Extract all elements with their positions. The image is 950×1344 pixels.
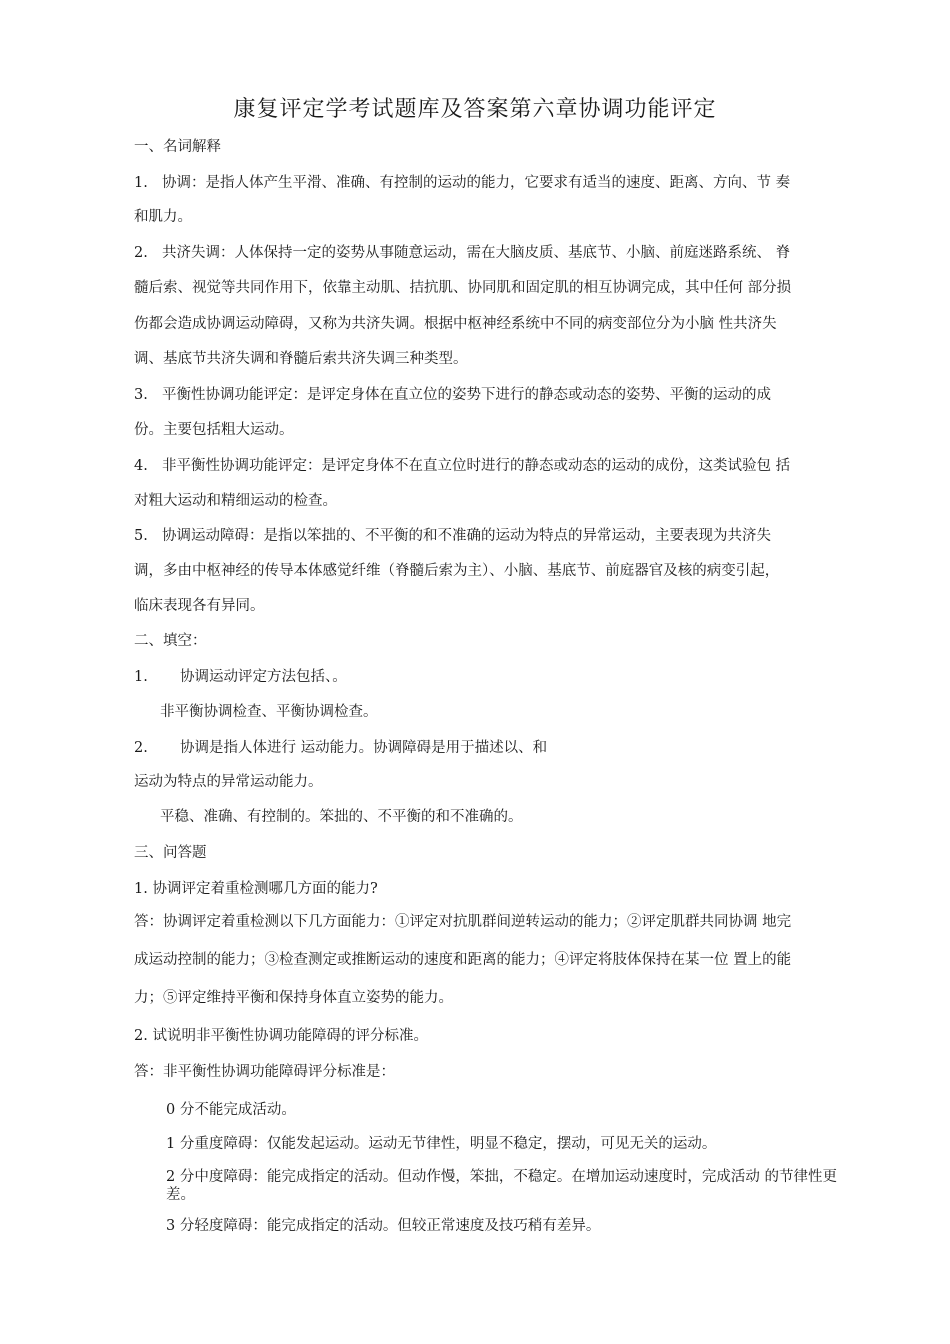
- score-item-2: 2 分中度障碍：能完成指定的活动。但动作慢，笨拙，不稳定。在增加运动速度时，完成活动 的节律性更差。: [166, 1169, 837, 1203]
- fill-in-question-1: [134, 667, 864, 687]
- qa-question-2: 2. 试说明非平衡性协调功能障碍的评分标准。: [134, 1028, 428, 1044]
- definition-item-4: [134, 456, 864, 476]
- qa-answer-1-line: 成运动控制的能力；③检查测定或推断运动的速度和距离的能力；④评定将肢体保持在某一位 置上的能: [134, 952, 792, 968]
- definition-text: 协调运动障碍：是指以笨拙的、不平衡的和不准确的运动为特点的异常运动，主要表现为共济失: [162, 528, 771, 544]
- definition-text: 协调：是指人体产生平滑、准确、有控制的运动的能力，它要求有适当的速度、距离、方向、节 奏: [162, 175, 791, 191]
- question-text: 协调运动评定方法包括、。: [180, 669, 347, 685]
- definition-item-5: [134, 526, 864, 546]
- item-number: 2.: [134, 740, 148, 756]
- definition-text-continued: 份。主要包括粗大运动。: [134, 422, 294, 438]
- definition-text: 平衡性协调功能评定：是评定身体在直立位的姿势下进行的静态或动态的姿势、平衡的运动的成: [162, 387, 771, 403]
- fill-in-question-2: [134, 738, 864, 758]
- definition-text-continued: 伤都会造成协调运动障碍，又称为共济失调。根据中枢神经系统中不同的病变部位分为小脑 性共济失: [134, 316, 777, 332]
- section-heading-definitions: 一、名词解释: [134, 139, 221, 155]
- qa-answer-1-line: 力；⑤评定维持平衡和保持身体直立姿势的能力。: [134, 990, 453, 1006]
- definition-text: 共济失调：人体保持一定的姿势从事随意运动，需在大脑皮质、基底节、小脑、前庭迷路系统、 脊: [162, 245, 791, 261]
- item-number: 3.: [134, 387, 148, 403]
- qa-question-1: 1. 协调评定着重检测哪几方面的能力?: [134, 881, 378, 897]
- definition-text-continued: 临床表现各有异同。: [134, 598, 265, 614]
- definition-text: 非平衡性协调功能评定：是评定身体不在直立位时进行的静态或动态的运动的成份，这类试验包 括: [162, 458, 791, 474]
- definition-item-3: [134, 385, 864, 405]
- fill-in-question-2-continued: 运动为特点的异常运动能力。: [134, 774, 323, 790]
- question-text: 协调是指人体进行 运动能力。协调障碍是用于描述以、和: [180, 740, 548, 756]
- definition-text-continued: 对粗大运动和精细运动的检查。: [134, 493, 337, 509]
- definition-item-1: [134, 173, 864, 193]
- score-item-3: 3 分轻度障碍：能完成指定的活动。但较正常速度及技巧稍有差异。: [166, 1218, 601, 1234]
- item-number: 2.: [134, 245, 148, 261]
- fill-in-answer-1: 非平衡协调检查、平衡协调检查。: [160, 704, 378, 720]
- definition-text-continued: 髓后索、视觉等共同作用下，依靠主动肌、拮抗肌、协同肌和固定肌的相互协调完成，其中任何 部分损: [134, 280, 792, 296]
- qa-answer-2-intro: 答：非平衡性协调功能障碍评分标准是：: [134, 1064, 395, 1080]
- item-number: 5.: [134, 528, 148, 544]
- definition-text-continued: 和肌力。: [134, 209, 192, 225]
- item-number: 1.: [134, 669, 148, 685]
- item-number: 1.: [134, 175, 148, 191]
- fill-in-answer-2: 平稳、准确、有控制的。笨拙的、不平衡的和不准确的。: [160, 809, 523, 825]
- score-item-1: 1 分重度障碍：仅能发起运动。运动无节律性，明显不稳定，摆动，可见无关的运动。: [166, 1136, 717, 1152]
- section-heading-qa: 三、问答题: [134, 845, 207, 861]
- definition-item-2: [134, 243, 864, 263]
- document-title: 康复评定学考试题库及答案第六章协调功能评定: [233, 97, 717, 122]
- item-number: 4.: [134, 458, 148, 474]
- definition-text-continued: 调、基底节共济失调和脊髓后索共济失调三种类型。: [134, 351, 468, 367]
- section-heading-fill-in: 二、填空：: [134, 633, 207, 649]
- definition-text-continued: 调，多由中枢神经的传导本体感觉纤维（脊髓后索为主）、小脑、基底节、前庭器官及核的病变引起，: [134, 563, 780, 579]
- qa-answer-1-line: 答：协调评定着重检测以下几方面能力：①评定对抗肌群间逆转运动的能力；②评定肌群共同协调 地完: [134, 914, 792, 930]
- score-item-0: 0 分不能完成活动。: [166, 1102, 296, 1118]
